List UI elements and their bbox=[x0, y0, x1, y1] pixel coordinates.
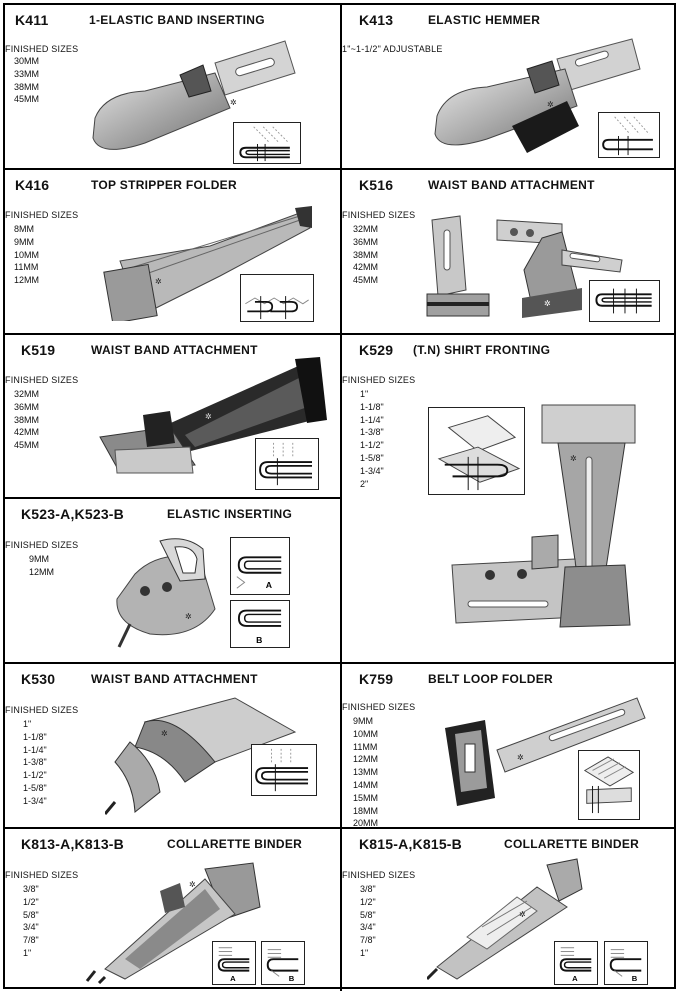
size-value: 13MM bbox=[353, 767, 379, 778]
size-value: 36MM bbox=[14, 401, 40, 412]
product-code: K529 bbox=[359, 342, 394, 358]
size-value: 45MM bbox=[14, 94, 40, 105]
product-name: ELASTIC HEMMER bbox=[428, 13, 541, 27]
product-code: K530 bbox=[21, 671, 56, 687]
fold-diagram-b bbox=[604, 941, 648, 985]
size-value: 45MM bbox=[14, 440, 40, 451]
size-value: 30MM bbox=[14, 56, 40, 66]
size-value: 1-1/2" bbox=[23, 770, 47, 781]
size-value: 10MM bbox=[353, 728, 379, 739]
size-value: 9MM bbox=[353, 716, 373, 726]
sizes-label: FINISHED SIZES bbox=[5, 44, 79, 54]
product-card-k813 bbox=[5, 829, 340, 991]
shirt-fronting-photo bbox=[450, 397, 650, 637]
fold-diagram-a bbox=[212, 941, 256, 985]
product-code: K759 bbox=[359, 671, 394, 687]
svg-text:✲: ✲ bbox=[161, 729, 168, 738]
product-name: COLLARETTE BINDER bbox=[167, 837, 303, 851]
sizes-list bbox=[23, 883, 39, 960]
size-value: 1-5/8" bbox=[360, 452, 384, 463]
size-value: 1-1/2" bbox=[360, 440, 384, 451]
product-code: K411 bbox=[15, 12, 49, 28]
sizes-label: FINISHED SIZES bbox=[342, 375, 416, 385]
product-card-k530 bbox=[5, 664, 340, 827]
size-value: 1-1/8" bbox=[360, 401, 384, 412]
size-value: 45MM bbox=[353, 275, 379, 286]
sizes-list bbox=[360, 388, 384, 490]
sizes-list bbox=[14, 388, 39, 452]
fold-diagram-b bbox=[230, 600, 290, 648]
size-value: 1-3/8" bbox=[23, 757, 47, 768]
product-code: K413 bbox=[359, 12, 394, 28]
product-card-k411 bbox=[5, 5, 340, 168]
fold-diagram-a bbox=[554, 941, 598, 985]
size-value: 1-5/8" bbox=[23, 782, 47, 793]
size-value: 1" bbox=[23, 947, 32, 958]
size-value: 5/8" bbox=[360, 909, 376, 920]
size-value: 1-1/4" bbox=[23, 744, 47, 755]
product-name: COLLARETTE BINDER bbox=[504, 837, 640, 851]
size-value: 1/2" bbox=[360, 896, 376, 907]
size-value: 12MM bbox=[29, 566, 55, 577]
product-card-k815 bbox=[342, 829, 676, 991]
product-code: K519 bbox=[21, 342, 56, 358]
product-card-k523 bbox=[5, 499, 340, 662]
product-name: ELASTIC INSERTING bbox=[167, 507, 293, 521]
size-value: 1-3/4" bbox=[360, 465, 384, 476]
sizes-list bbox=[14, 55, 39, 106]
svg-text:✲: ✲ bbox=[570, 454, 577, 463]
size-value: 9MM bbox=[14, 236, 34, 247]
diagram-label-b: B bbox=[631, 974, 638, 984]
size-value: 9MM bbox=[29, 554, 49, 564]
product-code: K416 bbox=[15, 177, 50, 193]
sizes-label: FINISHED SIZES bbox=[5, 375, 79, 385]
size-value: 5/8" bbox=[23, 909, 39, 920]
size-value: 3/4" bbox=[23, 922, 39, 933]
size-value: 1" bbox=[360, 389, 369, 399]
svg-text:✲: ✲ bbox=[230, 98, 237, 107]
sizes-list bbox=[29, 553, 54, 579]
size-value: 7/8" bbox=[360, 935, 376, 946]
size-value: 1-3/8" bbox=[360, 427, 384, 438]
product-code: K815-A,K815-B bbox=[359, 836, 462, 852]
size-value: 20MM bbox=[353, 818, 379, 827]
product-name: WAIST BAND ATTACHMENT bbox=[91, 343, 258, 357]
sizes-list bbox=[353, 715, 378, 827]
size-value: 18MM bbox=[353, 805, 379, 816]
size-value: 42MM bbox=[14, 427, 40, 438]
fold-diagram-a bbox=[230, 537, 290, 595]
size-value: 33MM bbox=[14, 68, 40, 79]
size-value: 1/2" bbox=[23, 896, 39, 907]
sizes-list bbox=[353, 223, 378, 287]
size-value: 12MM bbox=[14, 275, 40, 286]
product-name: (T.N) SHIRT FRONTING bbox=[413, 343, 551, 357]
sizes-label: FINISHED SIZES bbox=[342, 210, 416, 220]
size-value: 11MM bbox=[353, 741, 378, 752]
fold-diagram bbox=[255, 438, 319, 490]
diagram-label-b: B bbox=[256, 635, 263, 646]
svg-text:✲: ✲ bbox=[544, 299, 551, 308]
size-value: 38MM bbox=[14, 81, 40, 92]
size-value: 2" bbox=[360, 478, 369, 489]
diagram-label-a: A bbox=[265, 580, 273, 591]
size-value: 10MM bbox=[14, 249, 40, 260]
catalog-sheet bbox=[3, 3, 676, 989]
sizes-label: FINISHED SIZES bbox=[5, 540, 79, 550]
svg-text:✲: ✲ bbox=[189, 880, 196, 889]
fold-diagram bbox=[589, 280, 660, 322]
product-code: K516 bbox=[359, 177, 394, 193]
size-value: 42MM bbox=[353, 262, 379, 273]
size-value: 12MM bbox=[353, 754, 379, 765]
sizes-label: FINISHED SIZES bbox=[5, 210, 79, 220]
fold-diagram bbox=[578, 750, 640, 820]
fold-diagram bbox=[233, 122, 301, 164]
product-card-k759 bbox=[342, 664, 676, 827]
product-card-k516 bbox=[342, 170, 676, 333]
product-card-k416 bbox=[5, 170, 340, 333]
size-value: 1-3/4" bbox=[23, 795, 47, 806]
svg-text:✲: ✲ bbox=[205, 412, 212, 421]
fold-diagram bbox=[240, 274, 314, 322]
size-value: 8MM bbox=[14, 224, 34, 234]
size-value: 11MM bbox=[14, 262, 39, 273]
product-code: K523-A,K523-B bbox=[21, 506, 124, 522]
size-value: 32MM bbox=[353, 224, 379, 234]
elastic-inserter-photo bbox=[105, 529, 220, 654]
diagram-label-a: A bbox=[230, 974, 236, 984]
fold-diagram bbox=[598, 112, 660, 158]
sizes-label: FINISHED SIZES bbox=[342, 702, 416, 712]
sizes-label: FINISHED SIZES bbox=[342, 870, 416, 880]
product-name: TOP STRIPPER FOLDER bbox=[91, 178, 237, 192]
size-value: 32MM bbox=[14, 389, 40, 399]
diagram-label-a: A bbox=[572, 974, 578, 984]
product-code: K813-A,K813-B bbox=[21, 836, 124, 852]
size-value: 14MM bbox=[353, 779, 379, 790]
sizes-list bbox=[23, 718, 47, 808]
product-name: WAIST BAND ATTACHMENT bbox=[91, 672, 258, 686]
fold-diagram-b bbox=[261, 941, 305, 985]
size-value: 1-1/4" bbox=[360, 414, 384, 425]
product-name: BELT LOOP FOLDER bbox=[428, 672, 554, 686]
svg-text:✲: ✲ bbox=[519, 910, 526, 919]
size-value: 38MM bbox=[14, 414, 40, 425]
size-value: 1" bbox=[360, 947, 369, 958]
size-value: 3/8" bbox=[23, 884, 39, 894]
svg-text:✲: ✲ bbox=[547, 100, 554, 109]
sizes-list bbox=[360, 883, 376, 960]
product-name: 1-ELASTIC BAND INSERTING bbox=[89, 13, 265, 27]
size-value: 7/8" bbox=[23, 935, 39, 946]
product-name: WAIST BAND ATTACHMENT bbox=[428, 178, 595, 192]
size-value: 15MM bbox=[353, 792, 379, 803]
sizes-list bbox=[14, 223, 39, 287]
size-value: 36MM bbox=[353, 236, 379, 247]
size-value: 1" bbox=[23, 719, 32, 729]
svg-text:✲: ✲ bbox=[155, 277, 162, 286]
svg-text:✲: ✲ bbox=[185, 612, 192, 621]
size-value: 38MM bbox=[353, 249, 379, 260]
size-value: 1-1/8" bbox=[23, 731, 47, 742]
size-value: 3/4" bbox=[360, 922, 376, 933]
diagram-label-b: B bbox=[288, 974, 295, 984]
fold-diagram bbox=[251, 744, 317, 796]
size-value: 3/8" bbox=[360, 884, 376, 894]
product-card-k413 bbox=[342, 5, 676, 168]
sizes-label: FINISHED SIZES bbox=[5, 870, 79, 880]
adjustable-note: 1"~1-1/2" ADJUSTABLE bbox=[342, 44, 443, 54]
svg-text:✲: ✲ bbox=[517, 753, 524, 762]
sizes-label: FINISHED SIZES bbox=[5, 705, 79, 715]
product-card-k519 bbox=[5, 335, 340, 497]
product-card-k529 bbox=[342, 335, 676, 662]
